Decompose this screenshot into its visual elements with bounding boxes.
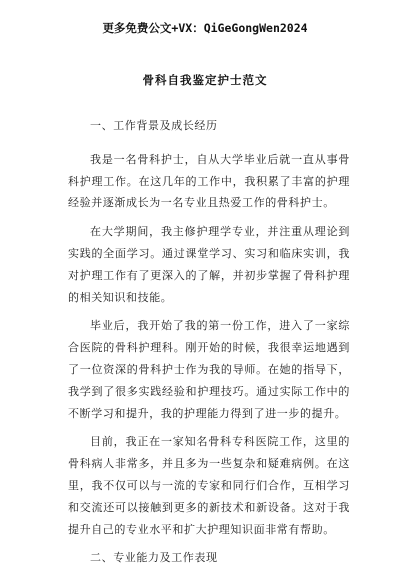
paragraph-4: 目前，我正在一家知名骨科专科医院工作，这里的骨科病人非常多，并且多为一些复杂和疑难病例。在这里，我不仅可以与一流的专家和同行们合作，互相学习和交流还可以接触到更多的新技术和新设备。这对于我提升自己的专业水平和扩大护理知识面非常有帮助。 bbox=[68, 435, 350, 536]
document-body bbox=[68, 115, 350, 569]
paragraph-3: 毕业后，我开始了我的第一份工作，进入了一家综合医院的骨科护理科。刚开始的时候，我很幸运地遇到了一位资深的骨科护士作为我的导师。在她的指导下，我学到了很多实践经验和护理技巧。通过实际工作中的不断学习和提升，我的护理能力得到了进一步的提升。 bbox=[68, 319, 350, 420]
section-heading-2: 二、专业能力及工作表现 bbox=[90, 551, 218, 565]
paragraph-2: 在大学期间，我主修护理学专业，并注重从理论到实践的全面学习。通过课堂学习、实习和临床实训，我对护理工作有了更深入的了解，并初步掌握了骨科护理的相关知识和技能。 bbox=[68, 225, 350, 304]
header-watermark: 更多免费公文+VX：QiGeGongWen2024 bbox=[102, 21, 308, 35]
paragraph-1: 我是一名骨科护士，自从大学毕业后就一直从事骨科护理工作。在这几年的工作中，我积累了丰富的护理经验并逐渐成长为一名专业且热爱工作的骨科护士。 bbox=[68, 152, 350, 210]
document-title: 骨科自我鉴定护士范文 bbox=[142, 73, 268, 87]
section-heading-1: 一、工作背景及成长经历 bbox=[90, 119, 218, 132]
